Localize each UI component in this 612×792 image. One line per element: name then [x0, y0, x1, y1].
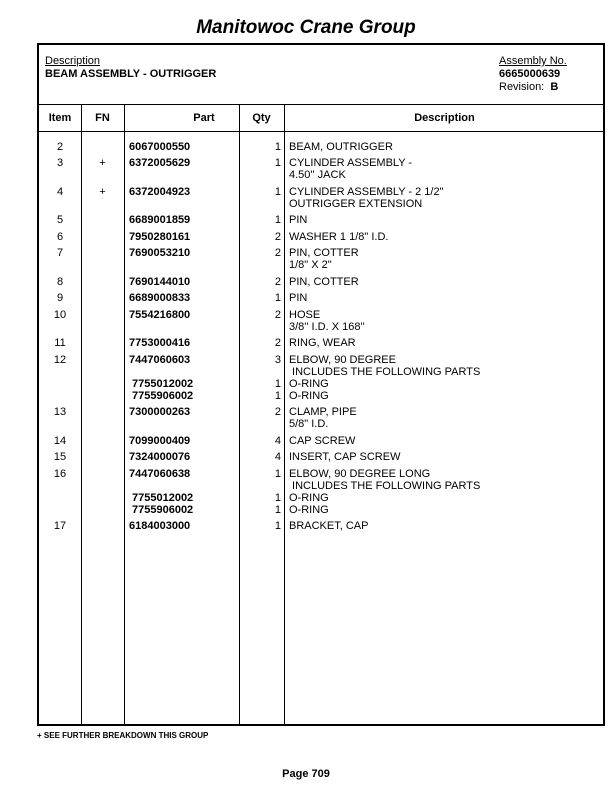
part-description: CYLINDER ASSEMBLY - 2 1/2" OUTRIGGER EXTENSION	[289, 186, 444, 210]
quantity: 1	[274, 292, 281, 304]
part-description: PIN	[289, 292, 308, 304]
part-number: 7690144010	[129, 276, 191, 288]
part-description: BEAM, OUTRIGGER	[289, 141, 393, 153]
item-number: 7	[56, 247, 64, 259]
part-description: O-RING	[289, 378, 329, 390]
part-number: 7447060603	[129, 354, 191, 366]
footnote: + SEE FURTHER BREAKDOWN THIS GROUP	[37, 731, 209, 740]
part-number: 7324000076	[129, 451, 191, 463]
item-number: 4	[56, 186, 64, 198]
part-description: O-RING	[289, 504, 329, 516]
page-number: Page 709	[282, 768, 330, 780]
part-description: CLAMP, PIPE 5/8" I.D.	[289, 406, 357, 430]
part-number: 7950280161	[129, 231, 191, 243]
item-number: 13	[53, 406, 67, 418]
quantity: 1	[274, 157, 281, 169]
column-header-qty: Qty	[252, 112, 271, 124]
quantity: 2	[274, 406, 281, 418]
part-description: WASHER 1 1/8" I.D.	[289, 231, 389, 243]
item-number: 10	[53, 309, 67, 321]
assembly-number: 6665000639	[499, 68, 561, 80]
part-number: 6184003000	[129, 520, 191, 532]
column-header-fn: FN	[95, 112, 110, 124]
part-description: PIN, COTTER 1/8" X 2"	[289, 247, 359, 271]
item-number: 12	[53, 354, 67, 366]
part-number: 7755012002	[132, 378, 194, 390]
part-number: 7099000409	[129, 435, 191, 447]
part-number: 6689000833	[129, 292, 191, 304]
part-number: 7690053210	[129, 247, 191, 259]
item-number: 6	[56, 231, 64, 243]
part-number: 6689001859	[129, 214, 191, 226]
fn-marker: +	[99, 186, 106, 198]
item-number: 9	[56, 292, 64, 304]
part-number: 6067000550	[129, 141, 191, 153]
quantity: 1	[274, 492, 281, 504]
part-description: O-RING	[289, 492, 329, 504]
item-number: 14	[53, 435, 67, 447]
part-number: 6372004923	[129, 186, 191, 198]
column-header-part: Part	[193, 112, 215, 124]
assembly-number-label: Assembly No.	[499, 55, 567, 67]
part-description: O-RING	[289, 390, 329, 402]
part-description: HOSE 3/8'' I.D. X 168''	[289, 309, 365, 333]
quantity: 4	[274, 451, 281, 463]
assembly-header	[39, 45, 603, 105]
assembly-description: BEAM ASSEMBLY - OUTRIGGER	[45, 68, 217, 80]
quantity: 2	[274, 276, 281, 288]
item-number: 5	[56, 214, 64, 226]
part-description: PIN	[289, 214, 308, 226]
part-description: ELBOW, 90 DEGREE INCLUDES THE FOLLOWING PARTS	[289, 354, 481, 378]
part-description: ELBOW, 90 DEGREE LONG INCLUDES THE FOLLOWING PARTS	[289, 468, 481, 492]
column-header-description: Description	[414, 112, 475, 124]
item-number: 15	[53, 451, 67, 463]
quantity: 1	[274, 214, 281, 226]
part-number: 7554216800	[129, 309, 191, 321]
part-description: CAP SCREW	[289, 435, 356, 447]
fn-marker: +	[99, 157, 106, 169]
quantity: 1	[274, 186, 281, 198]
quantity: 2	[274, 231, 281, 243]
part-number: 7300000263	[129, 406, 191, 418]
quantity: 1	[274, 378, 281, 390]
quantity: 2	[274, 337, 281, 349]
part-description: PIN, COTTER	[289, 276, 359, 288]
item-number: 17	[53, 520, 67, 532]
part-description: BRACKET, CAP	[289, 520, 369, 532]
part-number: 7755906002	[132, 504, 194, 516]
column-header-item: Item	[48, 112, 72, 124]
revision-value: B	[550, 81, 559, 93]
parts-table	[37, 43, 605, 726]
part-description: CYLINDER ASSEMBLY - 4.50'' JACK	[289, 157, 413, 181]
quantity: 1	[274, 504, 281, 516]
quantity: 1	[274, 141, 281, 153]
column-divider	[239, 105, 240, 724]
column-divider	[284, 105, 285, 724]
item-number: 3	[56, 157, 64, 169]
document-title: Manitowoc Crane Group	[196, 17, 416, 38]
quantity: 3	[274, 354, 281, 366]
revision-label: Revision:	[499, 81, 545, 93]
part-number: 6372005629	[129, 157, 191, 169]
part-description: INSERT, CAP SCREW	[289, 451, 401, 463]
part-number: 7755906002	[132, 390, 194, 402]
part-description: RING, WEAR	[289, 337, 356, 349]
quantity: 1	[274, 520, 281, 532]
part-number: 7755012002	[132, 492, 194, 504]
quantity: 2	[274, 309, 281, 321]
part-number: 7447060638	[129, 468, 191, 480]
item-number: 2	[56, 141, 64, 153]
item-number: 8	[56, 276, 64, 288]
part-number: 7753000416	[129, 337, 191, 349]
quantity: 4	[274, 435, 281, 447]
quantity: 2	[274, 247, 281, 259]
item-number: 11	[54, 337, 66, 349]
description-label: Description	[45, 55, 101, 67]
quantity: 1	[274, 390, 281, 402]
item-number: 16	[53, 468, 67, 480]
quantity: 1	[274, 468, 281, 480]
column-divider	[124, 105, 125, 724]
